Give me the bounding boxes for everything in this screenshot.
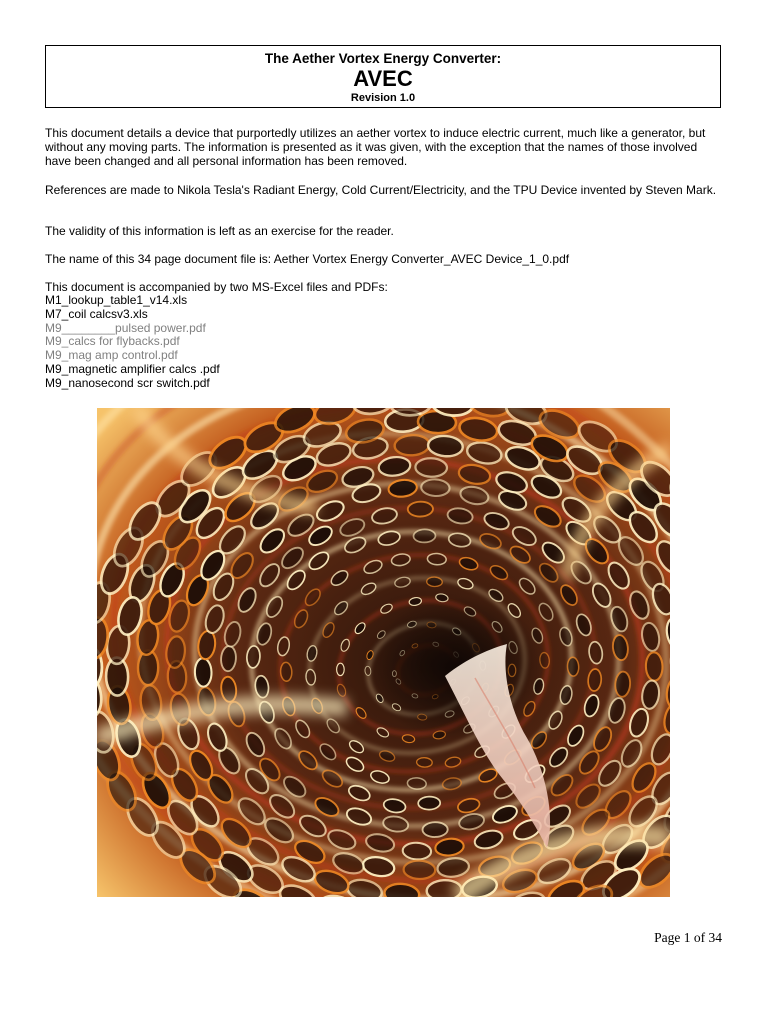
file-list-item: M1_lookup_table1_v14.xls bbox=[45, 293, 188, 307]
validity-paragraph: The validity of this information is left as an exercise for the reader. bbox=[45, 224, 394, 238]
vortex-cell bbox=[194, 658, 211, 687]
document-revision: Revision 1.0 bbox=[350, 92, 416, 104]
vortex-cell bbox=[394, 434, 430, 456]
file-list-item: M7_coil calcsv3.xls bbox=[45, 306, 148, 321]
vortex-cell bbox=[415, 458, 447, 477]
vortex-cell bbox=[402, 842, 431, 860]
attached-files-list bbox=[45, 294, 725, 391]
vortex-cell bbox=[645, 652, 662, 681]
vortex-image bbox=[97, 408, 670, 897]
vortex-cell bbox=[418, 796, 440, 810]
document-acronym: AVEC bbox=[353, 66, 413, 91]
file-list-item: M9_nanosecond scr switch.pdf bbox=[45, 375, 210, 390]
vortex-cell bbox=[422, 822, 448, 837]
file-list-item: M9_calcs for flybacks.pdf bbox=[45, 334, 180, 349]
filename-paragraph: The name of this 34 page document file is: Aether Vortex Energy Converter_AVEC Device_1_0.pdf bbox=[45, 252, 570, 266]
title-box bbox=[45, 45, 721, 108]
vortex-cell bbox=[408, 501, 434, 516]
vortex-cell bbox=[421, 479, 450, 497]
file-list-item: M9_magnetic amplifier calcs .pdf bbox=[45, 361, 220, 376]
vortex-illustration bbox=[97, 408, 670, 897]
accompanied-paragraph: This document is accompanied by two MS-Excel files and PDFs: bbox=[45, 280, 388, 294]
vortex-cell bbox=[403, 860, 435, 879]
file-list-item: M9________pulsed power.pdf bbox=[45, 320, 206, 335]
vortex-cell bbox=[614, 671, 630, 697]
file-list-item: M9_mag amp control.pdf bbox=[45, 348, 178, 363]
references-paragraph: References are made to Nikola Tesla's Radiant Energy, Cold Current/Electricity, and the TPU Device invented by Steven Mark. bbox=[45, 183, 717, 197]
intro-paragraph: This document details a device that purportedly utilizes an aether vortex to induce electric current, much like a generator, but without any moving parts. The information is presented as it was given, with the exception that the names of those involved have been changed and all personal information has been removed. bbox=[45, 126, 706, 168]
page-number: Page 1 of 34 bbox=[654, 930, 722, 945]
document-title: The Aether Vortex Energy Converter: bbox=[264, 51, 502, 66]
vortex-cell bbox=[413, 529, 435, 543]
vortex-cell bbox=[220, 646, 236, 672]
